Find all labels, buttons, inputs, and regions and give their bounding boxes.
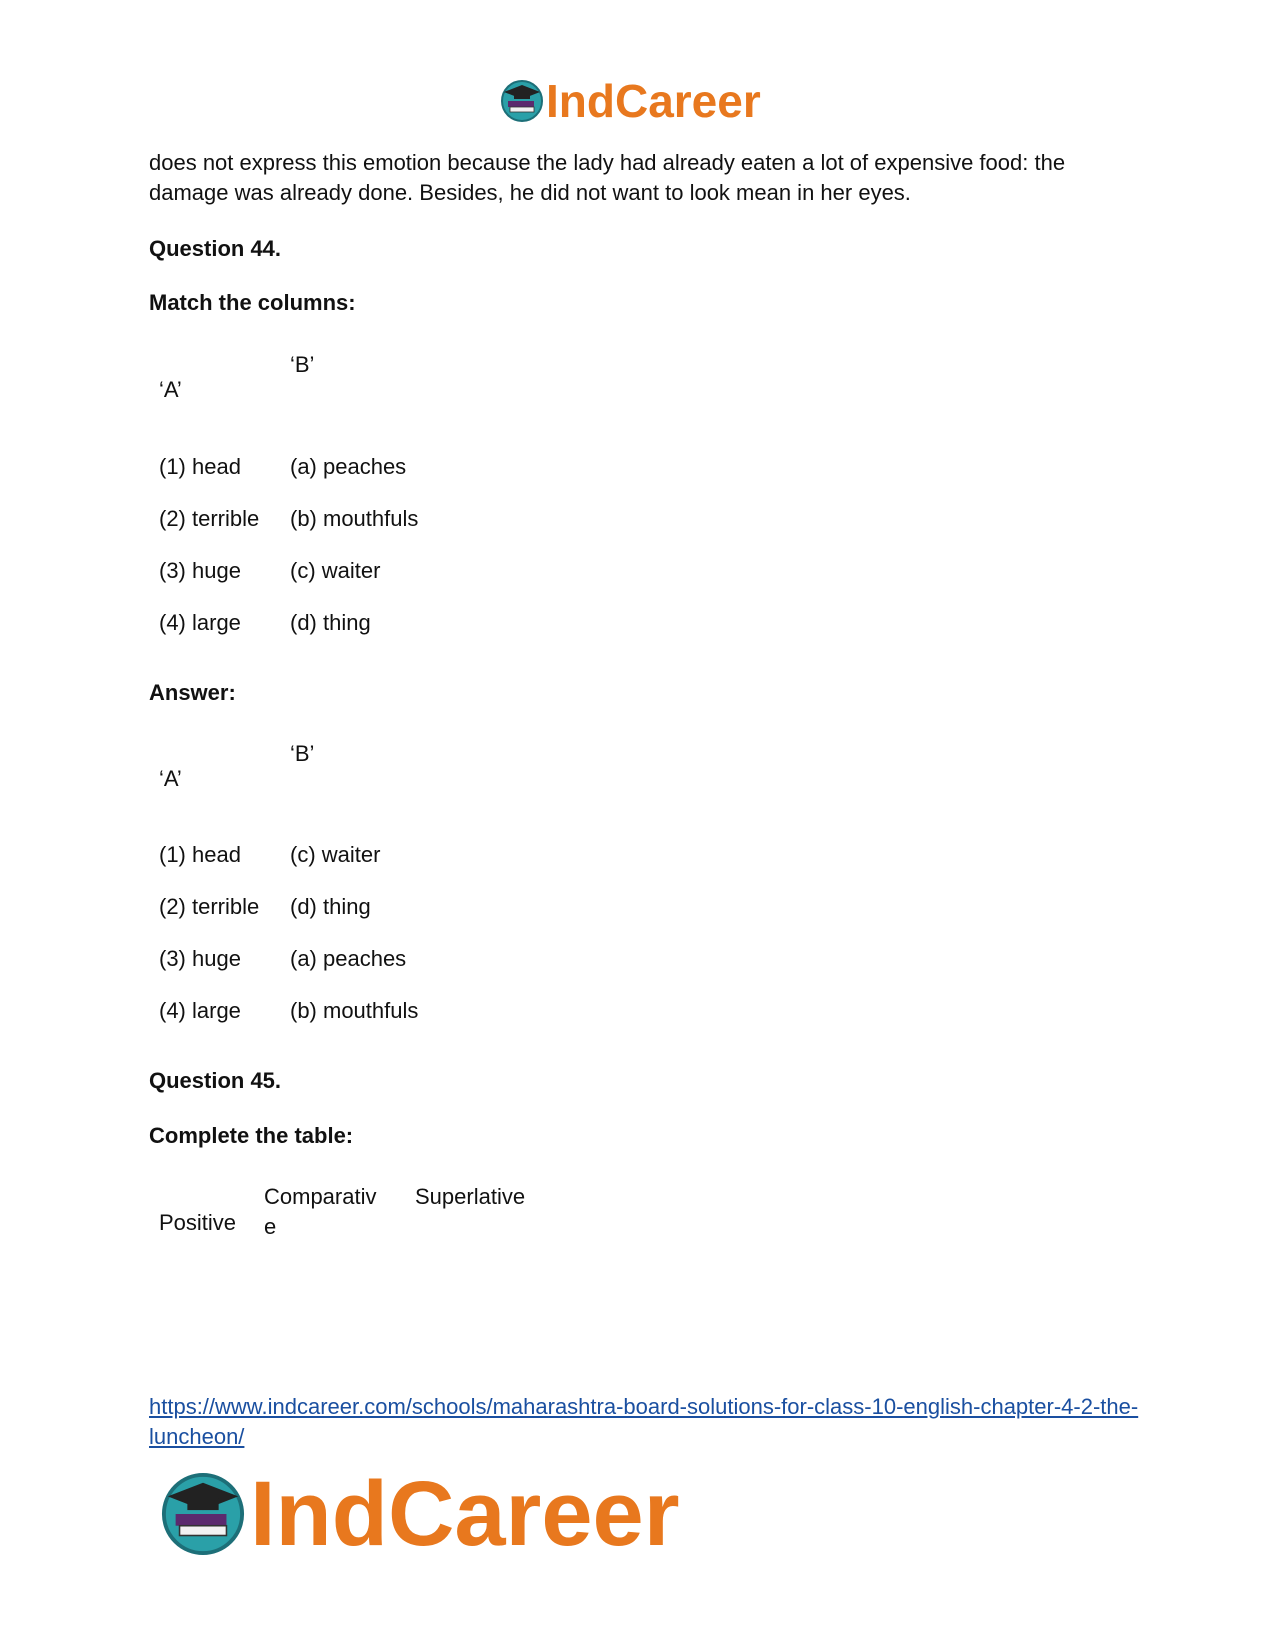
graduation-cap-book-icon: [160, 1471, 246, 1557]
table-cell-a: (4) large: [159, 610, 241, 635]
table-cell-a: (2) terrible: [159, 894, 260, 919]
footer-logo: [160, 1463, 680, 1565]
table-cell-a: (3) huge: [159, 946, 241, 971]
question-44-instruction: Match the columns:: [149, 290, 356, 315]
question-45-title: Question 45.: [149, 1068, 282, 1093]
column-b-header: ‘B’: [290, 352, 315, 377]
table-cell-a: (4) large: [159, 998, 241, 1023]
table-cell-b: (c) waiter: [290, 558, 381, 583]
table-cell-a: (1) head: [159, 842, 241, 867]
question-45-instruction: Complete the table:: [149, 1123, 354, 1148]
intro-paragraph: does not express this emotion because the lady had already eaten a lot of expensive food: the damage was already done. Besides, he did not want to look mean in her eyes.: [149, 150, 1066, 205]
table-cell-b: (d) thing: [290, 894, 371, 919]
table-cell-a: (1) head: [159, 454, 241, 479]
table-cell-b: (b) mouthfuls: [290, 998, 419, 1023]
graduation-cap-book-icon: [500, 79, 544, 123]
table-cell-b: (a) peaches: [290, 946, 407, 971]
logo-text: IndCareer: [250, 1463, 680, 1565]
table-cell-b: (b) mouthfuls: [290, 506, 419, 531]
question-44-title: Question 44.: [149, 236, 282, 261]
column-a-header: ‘A’: [159, 377, 182, 402]
table-cell-b: (c) waiter: [290, 842, 381, 867]
column-b-header: ‘B’: [290, 741, 315, 766]
column-a-header: ‘A’: [159, 766, 182, 791]
header-logo: [500, 75, 761, 127]
positive-header: Positive: [159, 1210, 237, 1235]
answer-label: Answer:: [149, 680, 236, 705]
comparative-header-line1: Comparativ: [264, 1184, 377, 1209]
comparative-header: [264, 1182, 376, 1242]
table-cell-b: (d) thing: [290, 610, 371, 635]
table-cell-b: (a) peaches: [290, 454, 407, 479]
superlative-header: Superlative: [415, 1184, 526, 1209]
source-link[interactable]: https://www.indcareer.com/schools/maharashtra-board-solutions-for-class-10-english-chapter-4-2-the-luncheon/: [149, 1394, 1139, 1449]
table-cell-a: (3) huge: [159, 558, 241, 583]
comparative-header-line2: e: [264, 1214, 277, 1239]
table-cell-a: (2) terrible: [159, 506, 260, 531]
logo-text: IndCareer: [546, 75, 761, 127]
